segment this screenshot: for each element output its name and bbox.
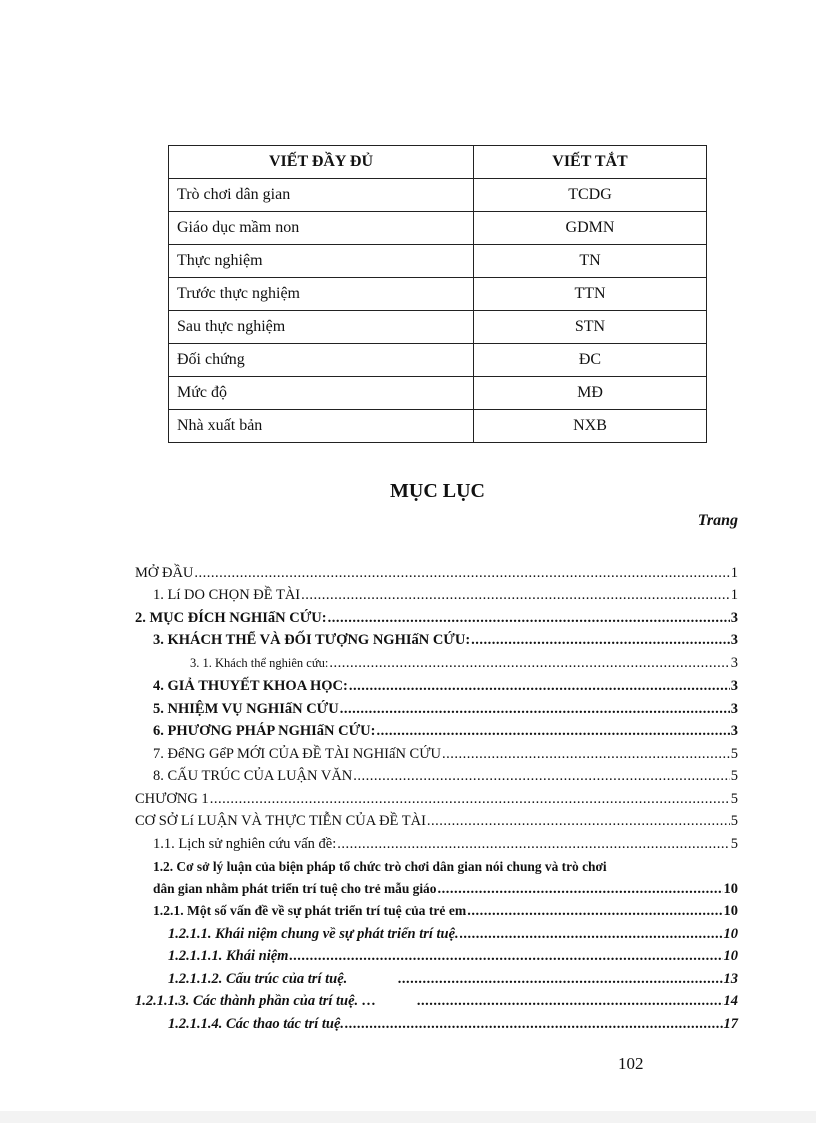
toc-entry-text: 7. ĐểNG GểP MỚI CỦA ĐỀ TÀI NGHIấN CỨU <box>153 746 441 762</box>
toc-entry-text: 2. MỤC ĐÍCH NGHIấN CỨU: <box>135 610 327 626</box>
toc-entry[interactable] <box>153 630 738 650</box>
toc-entry-page: 10 <box>723 881 738 897</box>
toc-entry-text: CHƯƠNG 1 <box>135 791 209 807</box>
toc-entry[interactable] <box>168 924 738 944</box>
page-bottom-strip <box>0 1111 816 1123</box>
abbreviation-table <box>168 145 707 443</box>
toc-entry-text: CƠ SỞ Lí LUẬN VÀ THỰC TIỄN CỦA ĐỀ TÀI <box>135 813 426 829</box>
toc-entry-text: 1.1. Lịch sử nghiên cứu vấn đề: <box>153 836 337 852</box>
toc-title: MỤC LỤC <box>390 480 485 502</box>
toc-entry-text: 1.2.1. Một số vấn đề về sự phát triển trí tuệ của trẻ em <box>153 903 467 918</box>
cell-short: TTN <box>474 278 707 311</box>
toc-entry-text: 4. GIẢ THUYẾT KHOA HỌC: <box>153 678 348 694</box>
table-row <box>169 377 707 410</box>
toc-entry[interactable] <box>135 789 738 809</box>
cell-short: TN <box>474 245 707 278</box>
table-row <box>169 344 707 377</box>
table-row <box>169 245 707 278</box>
header-full: VIẾT ĐẦY ĐỦ <box>169 146 474 179</box>
toc-entry-page: 3 <box>730 610 738 626</box>
toc-entry-page: 3 <box>730 678 738 694</box>
header-short: VIẾT TẮT <box>474 146 707 179</box>
toc-entry-page: 5 <box>730 768 738 784</box>
table-row <box>169 311 707 344</box>
toc-entry[interactable] <box>153 901 738 921</box>
toc-entry-page: 3 <box>730 632 738 648</box>
toc-entry-text: 1.2.1.1. Khái niệm chung về sự phát triển trí tuệ. <box>168 926 459 942</box>
toc-entry-text: 1.2.1.1.1. Khái niệm <box>168 948 289 964</box>
toc-entry[interactable] <box>168 1014 738 1034</box>
toc-entry-page: 10 <box>723 903 738 919</box>
cell-full: Trò chơi dân gian <box>169 179 474 212</box>
toc-entry[interactable] <box>135 991 738 1011</box>
cell-short: ĐC <box>474 344 707 377</box>
toc-entry-text: 3. 1. Khách thể nghiên cứu: <box>190 656 329 670</box>
cell-short: GDMN <box>474 212 707 245</box>
toc-entry-line[interactable]: 1.2. Cơ sở lý luận của biện pháp tổ chức trò chơi dân gian nói chung và trò chơi <box>153 859 607 874</box>
cell-short: STN <box>474 311 707 344</box>
toc-entry-text: 1.2.1.1.4. Các thao tác trí tuệ. <box>168 1016 345 1032</box>
table-row <box>169 212 707 245</box>
toc-entry[interactable] <box>153 766 738 786</box>
toc-entry[interactable] <box>168 969 738 989</box>
toc-entry-page: 5 <box>730 813 738 829</box>
toc-entry-text: MỞ ĐẦU <box>135 565 194 581</box>
toc-entry[interactable] <box>153 699 738 719</box>
toc-entry-page: 3 <box>730 655 738 671</box>
toc-entry-page: 5 <box>730 791 738 807</box>
cell-short: NXB <box>474 410 707 443</box>
toc-entry[interactable] <box>135 608 738 628</box>
toc-entry[interactable] <box>153 676 738 696</box>
toc-entry-text: 6. PHƯƠNG PHÁP NGHIấN CỨU: <box>153 723 376 739</box>
toc-entry-page: 10 <box>723 926 738 942</box>
toc-entry-text: 1.2.1.1.2. Cấu trúc của trí tuệ. <box>168 971 348 987</box>
toc-entry-page: 3 <box>730 723 738 739</box>
toc-entry[interactable] <box>153 744 738 764</box>
cell-full: Nhà xuất bản <box>169 410 474 443</box>
toc-entry[interactable] <box>153 721 738 741</box>
table-header-row <box>169 146 707 179</box>
page-number: 102 <box>618 1054 644 1073</box>
toc-entry-page: 1 <box>730 587 738 603</box>
toc-entry-text: dân gian nhằm phát triển trí tuệ cho trẻ mẫu giáo <box>153 881 437 896</box>
cell-full: Mức độ <box>169 377 474 410</box>
cell-full: Giáo dục mầm non <box>169 212 474 245</box>
toc-entry-page: 3 <box>730 701 738 717</box>
toc-entry[interactable] <box>135 811 738 831</box>
toc-entry-page: 17 <box>723 1016 738 1032</box>
toc-entry-page: 1 <box>730 565 738 581</box>
toc-entry-text: 5. NHIỆM VỤ NGHIấN CỨU <box>153 701 339 717</box>
cell-full: Trước thực nghiệm <box>169 278 474 311</box>
toc-entry-text: 8. CẤU TRÚC CỦA LUẬN VĂN <box>153 768 353 784</box>
toc-entry-text: 1.2.1.1.3. Các thành phần của trí tuệ. … <box>135 993 377 1009</box>
toc-entry-page: 5 <box>730 746 738 762</box>
toc-entry-page: 13 <box>723 971 738 987</box>
table-row <box>169 410 707 443</box>
toc-entry-page: 14 <box>723 993 738 1009</box>
toc-entry[interactable] <box>153 585 738 605</box>
toc-entry-text: 1. Lí DO CHỌN ĐỀ TÀI <box>153 587 301 603</box>
toc-page-header: Trang <box>697 512 738 529</box>
toc-entry-page: 10 <box>723 948 738 964</box>
toc-entry[interactable] <box>168 946 738 966</box>
cell-full: Đối chứng <box>169 344 474 377</box>
cell-full: Thực nghiệm <box>169 245 474 278</box>
cell-full: Sau thực nghiệm <box>169 311 474 344</box>
toc-entry[interactable] <box>190 653 738 673</box>
toc-entry[interactable] <box>153 879 738 899</box>
toc-entry-text: 3. KHÁCH THỂ VÀ ĐỐI TƯỢNG NGHIấN CỨU: <box>153 632 471 648</box>
cell-short: MĐ <box>474 377 707 410</box>
table-row <box>169 278 707 311</box>
toc-entry-page: 5 <box>730 836 738 852</box>
table-row <box>169 179 707 212</box>
toc-entry[interactable] <box>153 834 738 854</box>
toc-entry[interactable] <box>135 563 738 583</box>
cell-short: TCDG <box>474 179 707 212</box>
